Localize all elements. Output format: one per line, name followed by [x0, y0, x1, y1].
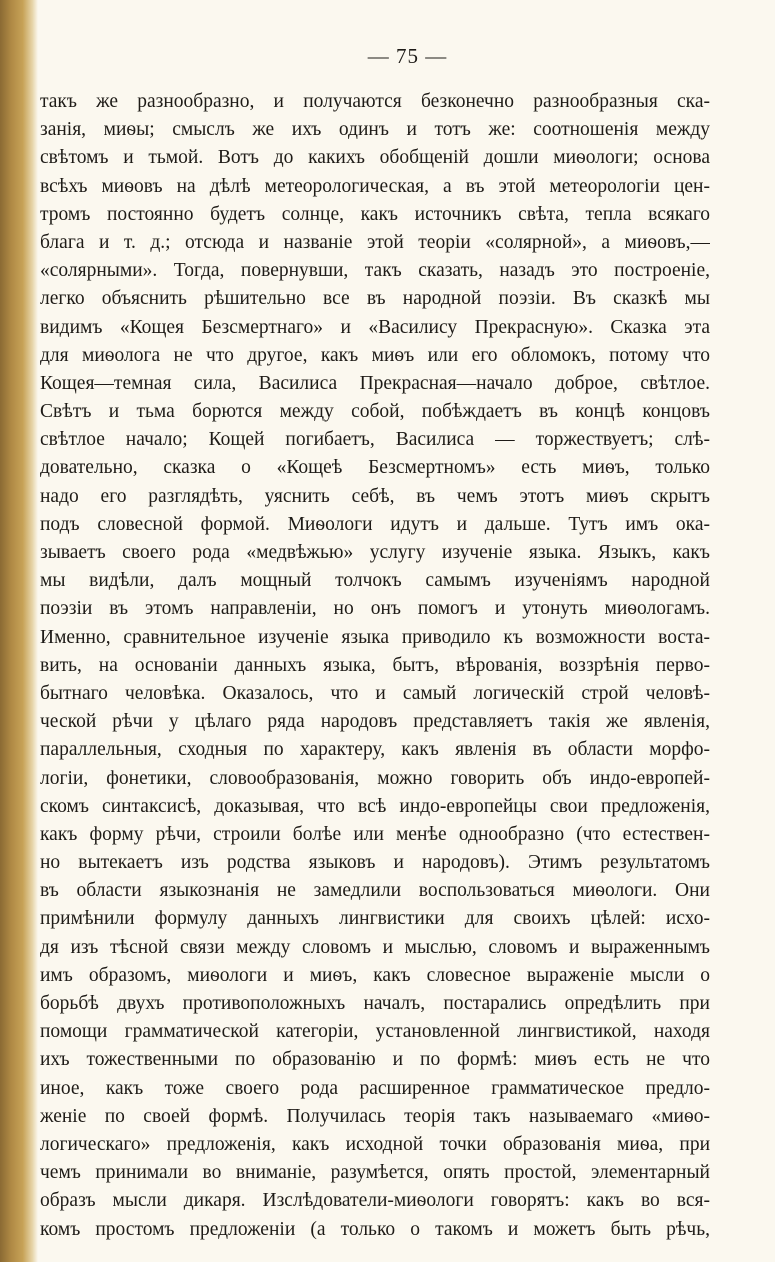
text-line: тромъ постоянно будетъ солнце, какъ источникъ свѣта, тепла всякаго [40, 203, 710, 225]
text-line: занія, миѳы; смыслъ же ихъ одинъ и тотъ же: соотношенія между [40, 119, 710, 141]
text-line: Именно, сравнительное изученіе языка приводило къ возможности воста- [40, 626, 710, 648]
text-line: логіи, фонетики, словообразованія, можно говорить объ индо-европей- [40, 767, 710, 789]
text-line: поэзіи въ этомъ направленіи, но онъ помогъ и утонуть миѳологамъ. [40, 598, 710, 620]
text-line: женіе по своей формѣ. Получилась теорія такъ называемаго «миѳо- [40, 1105, 710, 1127]
text-line: Свѣтъ и тьма борются между собой, побѣждаетъ въ концѣ концовъ [40, 401, 710, 423]
text-line: въ области языкознанія не замедлили воспользоваться миѳологи. Они [40, 880, 710, 902]
text-line: комъ простомъ предложеніи (а только о такомъ и можетъ быть рѣчь, [40, 1218, 710, 1240]
text-line: логическаго» предложенія, какъ исходной точки образованія миѳа, при [40, 1133, 710, 1155]
text-line: ихъ тожественными по образованію и по формѣ: миѳъ есть не что [40, 1049, 710, 1071]
text-line: иное, какъ тоже своего рода расширенное грамматическое предло- [40, 1077, 710, 1099]
text-line: «солярными». Тогда, повернувши, такъ сказать, назадъ это построеніе, [40, 260, 710, 282]
text-line: свѣтомъ и тьмой. Вотъ до какихъ обобщеній дошли миѳологи; основа [40, 147, 710, 169]
text-line: примѣнили формулу данныхъ лингвистики для своихъ цѣлей: исхо- [40, 908, 710, 930]
text-line: скомъ синтаксисѣ, доказывая, что всѣ индо-европейцы свои предложенія, [40, 795, 710, 817]
text-line: мы видѣли, далъ мощный толчокъ самымъ изученіямъ народной [40, 570, 710, 592]
book-page [40, 0, 775, 1262]
text-line: видимъ «Кощея Безсмертнаго» и «Василису Прекрасную». Сказка эта [40, 316, 710, 338]
text-line: для миѳолога не что другое, какъ миѳъ или его обломокъ, потому что [40, 344, 710, 366]
text-line: довательно, сказка о «Кощеѣ Безсмертномъ» есть миѳъ, только [40, 457, 710, 479]
text-line: ческой рѣчи у цѣлаго ряда народовъ представляетъ такія же явленія, [40, 711, 710, 733]
text-line: блага и т. д.; отсюда и названіе этой теоріи «солярной», а миѳовъ,— [40, 231, 710, 253]
text-line: но вытекаетъ изъ родства языковъ и народовъ). Этимъ результатомъ [40, 852, 710, 874]
body-text [40, 88, 710, 1244]
text-line: помощи грамматической категоріи, установленной лингвистикой, находя [40, 1021, 710, 1043]
text-line: вить, на основаніи данныхъ языка, бытъ, вѣрованія, воззрѣнія перво- [40, 654, 710, 676]
text-line: легко объяснить рѣшительно все въ народной поэзіи. Въ сказкѣ мы [40, 288, 710, 310]
text-line: дя изъ тѣсной связи между словомъ и мыслью, словомъ и выраженнымъ [40, 936, 710, 958]
text-line: такъ же разнообразно, и получаются безконечно разнообразныя ска- [40, 91, 710, 112]
text-line: борьбѣ двухъ противоположныхъ началъ, постарались опредѣлить при [40, 993, 710, 1014]
page-number: — 75 — [367, 44, 448, 68]
text-line: надо его разглядѣть, уяснить себѣ, въ чемъ этотъ миѳъ скрытъ [40, 485, 710, 507]
text-line: параллельныя, сходныя по характеру, какъ явленія въ области морфо- [40, 739, 710, 761]
text-line: Кощея—темная сила, Василиса Прекрасная—начало доброе, свѣтлое. [40, 372, 710, 394]
text-line: какъ форму рѣчи, строили болѣе или менѣе однообразно (что естествен- [40, 823, 710, 845]
text-line: чемъ принимали во вниманіе, разумѣется, опять простой, элементарный [40, 1162, 710, 1184]
book-binding-edge [0, 0, 38, 1262]
text-line: свѣтлое начало; Кощей погибаетъ, Василиса — торжествуетъ; слѣ- [40, 429, 710, 451]
text-line: подъ словесной формой. Миѳологи идутъ и дальше. Тутъ имъ ока- [40, 513, 710, 535]
text-line: всѣхъ миѳовъ на дѣлѣ метеорологическая, а въ этой метеорологіи цен- [40, 175, 710, 197]
text-line: зываетъ своего рода «медвѣжью» услугу изученіе языка. Языкъ, какъ [40, 542, 710, 563]
text-line: образъ мысли дикаря. Изслѣдователи-миѳологи говорятъ: какъ во вся- [40, 1190, 710, 1212]
text-line: имъ образомъ, миѳологи и миѳъ, какъ словесное выраженіе мысли о [40, 964, 710, 986]
text-line: бытнаго человѣка. Оказалось, что и самый логическій строй человѣ- [40, 682, 710, 704]
